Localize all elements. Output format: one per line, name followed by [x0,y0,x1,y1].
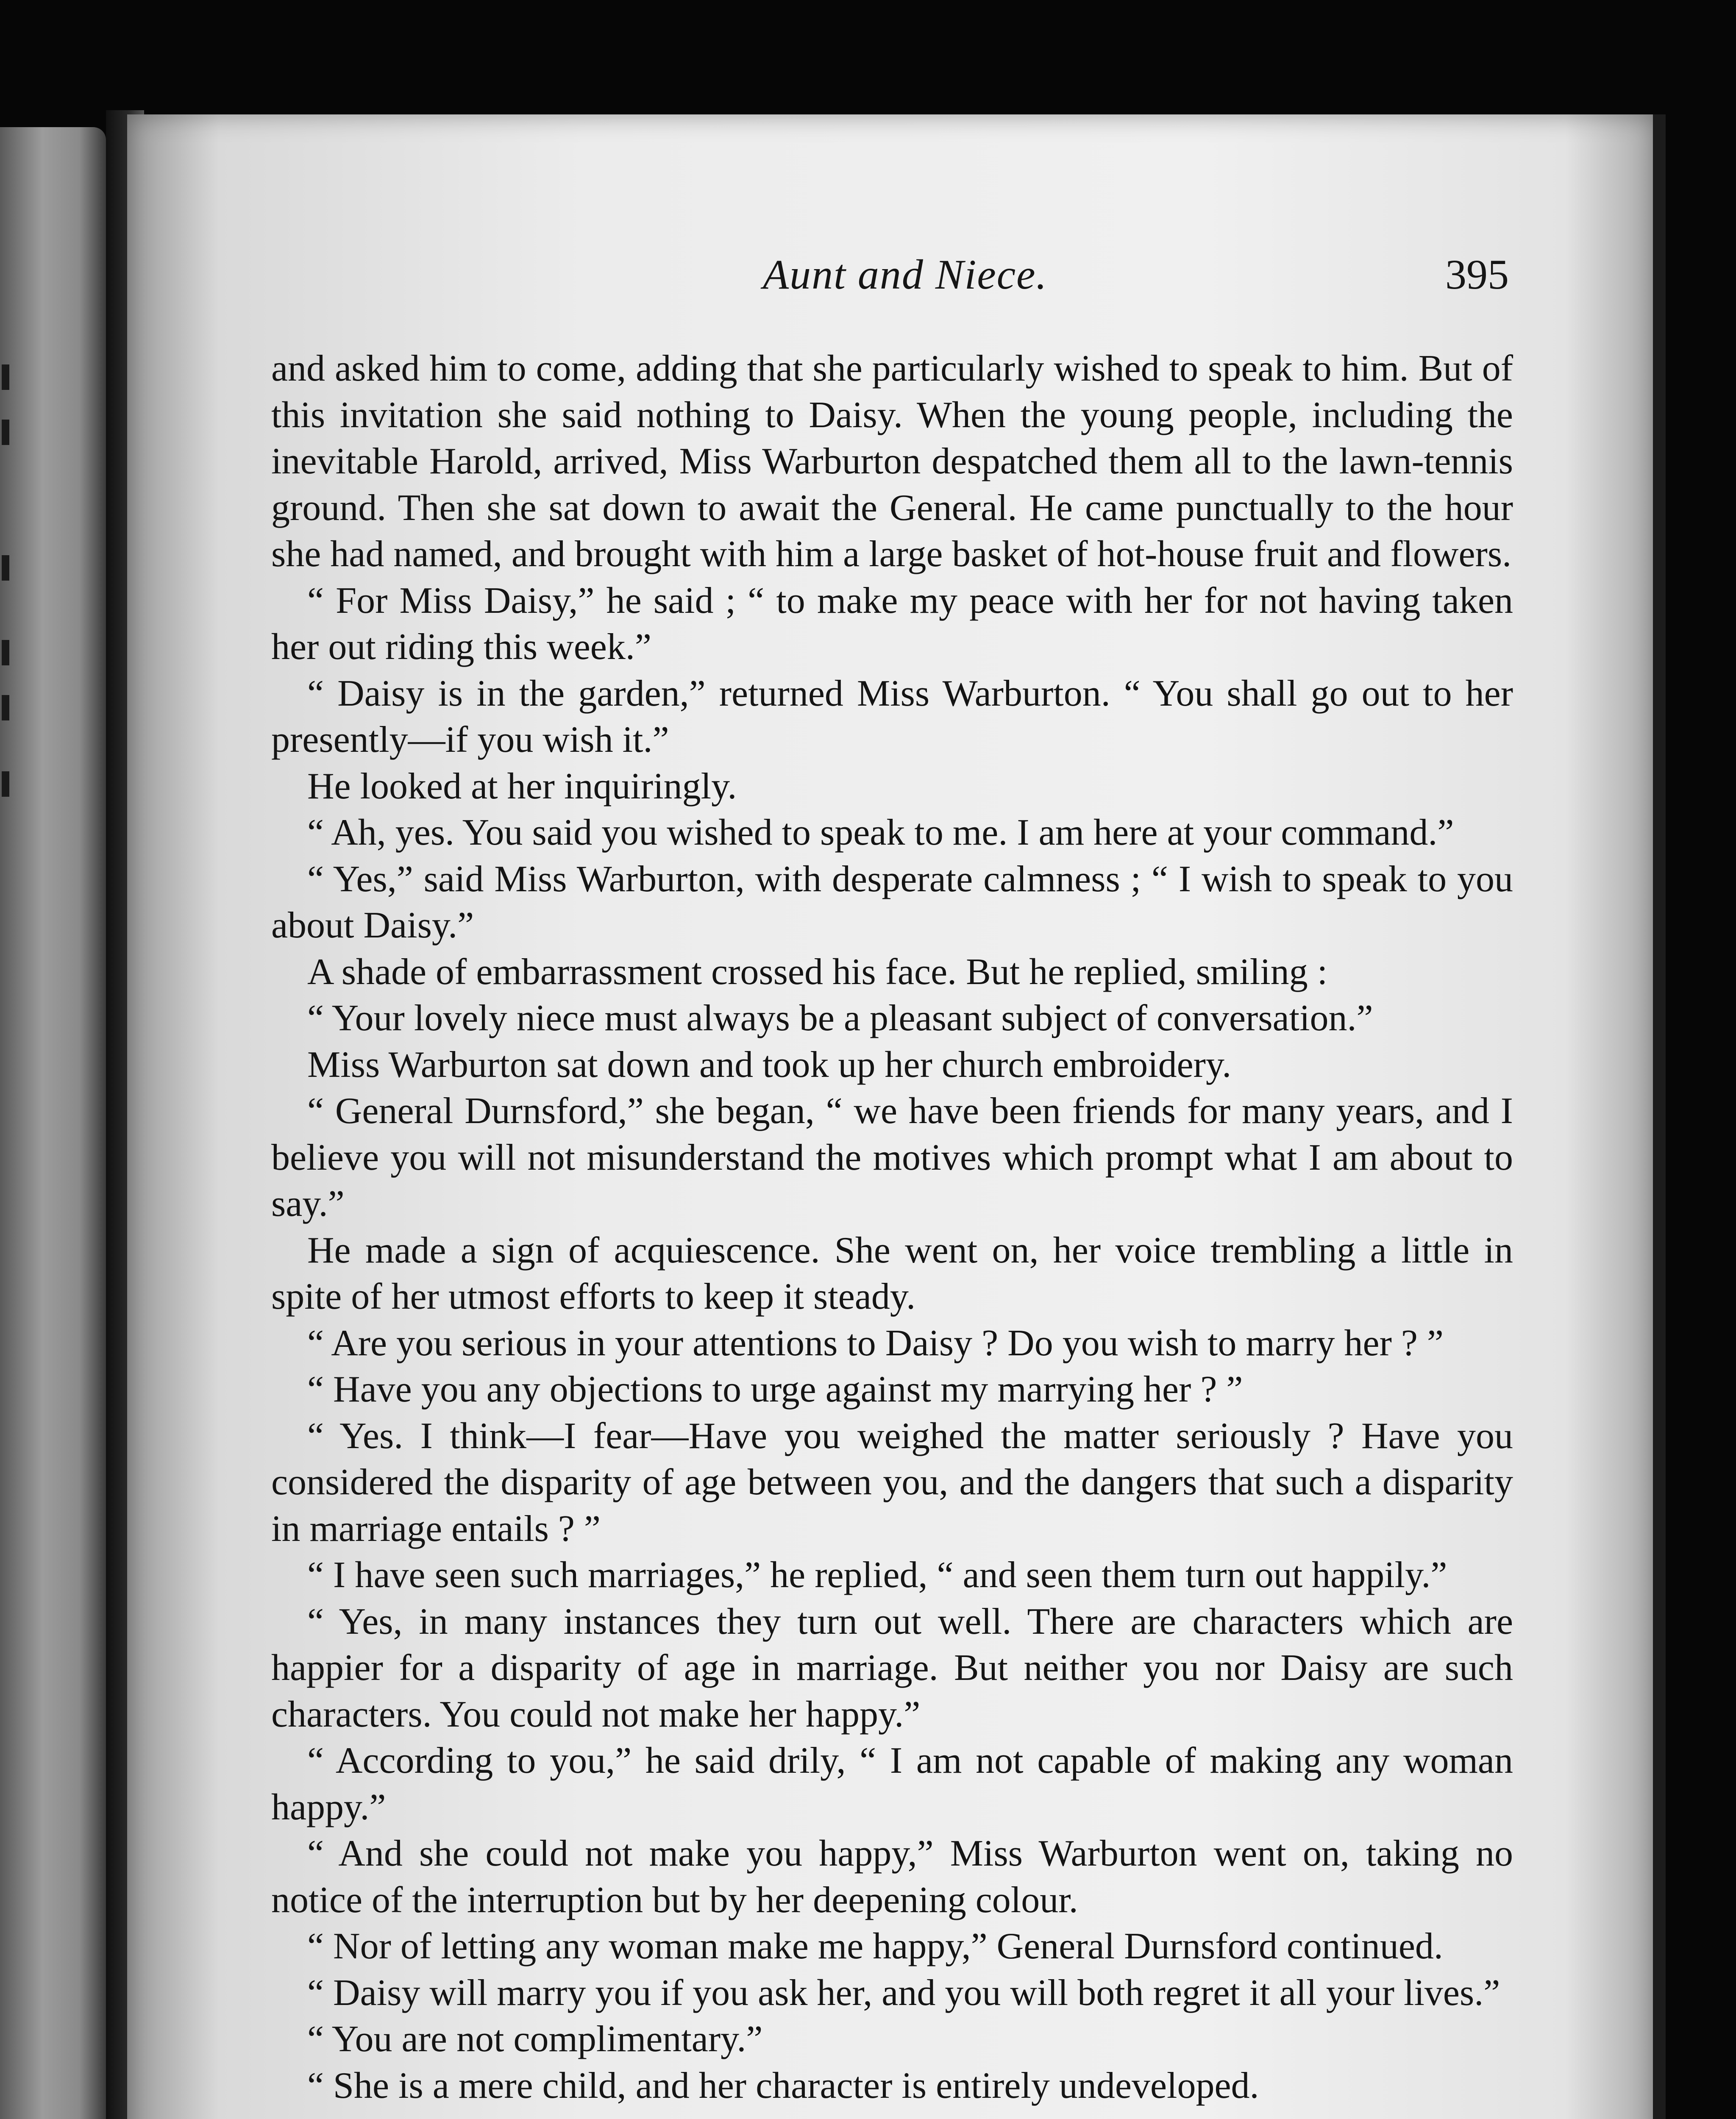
paragraph: “ Nor of letting any woman make me happy,” General Durnsford continued. [307,1926,1443,1967]
paragraph: “ Ah, yes. You said you wished to speak to me. I am here at your command.” [307,812,1454,853]
page-number: 395 [1445,251,1509,298]
paragraph: “ According to you,” he said drily, “ I am not capable of making any woman happy.” [271,1740,1513,1828]
paragraph: “ You are not complimentary.” [307,2019,763,2060]
page-edge-mark [2,695,9,720]
paragraph: “ And she could not make you happy,” Miss Warburton went on, taking no notice of the interruption but by her deepening colour. [271,1833,1513,1921]
previous-page-edge [0,127,106,2119]
page-edge-mark [2,364,9,390]
paragraph: “ Have you any objections to urge against my marrying her ? ” [307,1369,1243,1410]
paragraph: He made a sign of acquiescence. She went on, her voice trembling a little in spite of her utmost efforts to keep it steady. [271,1229,1513,1317]
paragraph: and asked him to come, adding that she particularly wished to speak to him. But of this invitation she said nothing to Daisy. When the young people, including the inevitable Harold, arrived, Miss Warburton despatched them all to the lawn-tennis ground. Then she sat down to await the General. He came punctually to the hour she had named, and brought with him a large basket of hot-house fruit and flowers. [271,348,1513,575]
body-text [271,345,1513,2109]
paragraph: A shade of embarrassment crossed his face. But he replied, smiling : [307,951,1328,993]
paragraph: “ I have seen such marriages,” he replied, “ and seen them turn out happily.” [307,1554,1447,1596]
paragraph: “ General Durnsford,” she began, “ we have been friends for many years, and I believe you will not misunderstand the motives which prompt what I am about to say.” [271,1090,1513,1224]
page-edge-mark [2,640,9,665]
paragraph: “ Daisy will marry you if you ask her, and you will both regret it all your lives.” [307,1972,1500,2013]
page-edge-mark [2,555,9,581]
paragraph: He looked at her inquiringly. [307,765,737,807]
paragraph: “ Are you serious in your attentions to Daisy ? Do you wish to marry her ? ” [307,1322,1444,1364]
paragraph: “ Yes, in many instances they turn out well. There are characters which are happier for a disparity of age in marriage. But neither you nor Daisy are such characters. You could not make her happy.” [271,1601,1513,1735]
paragraph: “ For Miss Daisy,” he said ; “ to make my peace with her for not having taken her out riding this week.” [271,580,1513,667]
paragraph: Miss Warburton sat down and took up her church embroidery. [307,1044,1232,1085]
running-head: Aunt and Niece. [763,251,1048,298]
paragraph: “ Your lovely niece must always be a pleasant subject of conversation.” [307,998,1373,1039]
paragraph: “ Yes. I think—I fear—Have you weighed the matter seriously ? Have you considered the disparity of age between you, and the dangers that such a disparity in marriage entails ? ” [271,1415,1513,1549]
paragraph: “ Yes,” said Miss Warburton, with desperate calmness ; “ I wish to speak to you about Daisy.” [271,858,1513,946]
paragraph: “ Daisy is in the garden,” returned Miss Warburton. “ You shall go out to her presently—if you wish it.” [271,673,1513,760]
page-right-edge [1653,114,1666,2119]
page-edge-mark [2,420,9,445]
page-edge-mark [2,771,9,797]
paragraph: “ She is a mere child, and her character is entirely undeveloped. [307,2065,1259,2106]
